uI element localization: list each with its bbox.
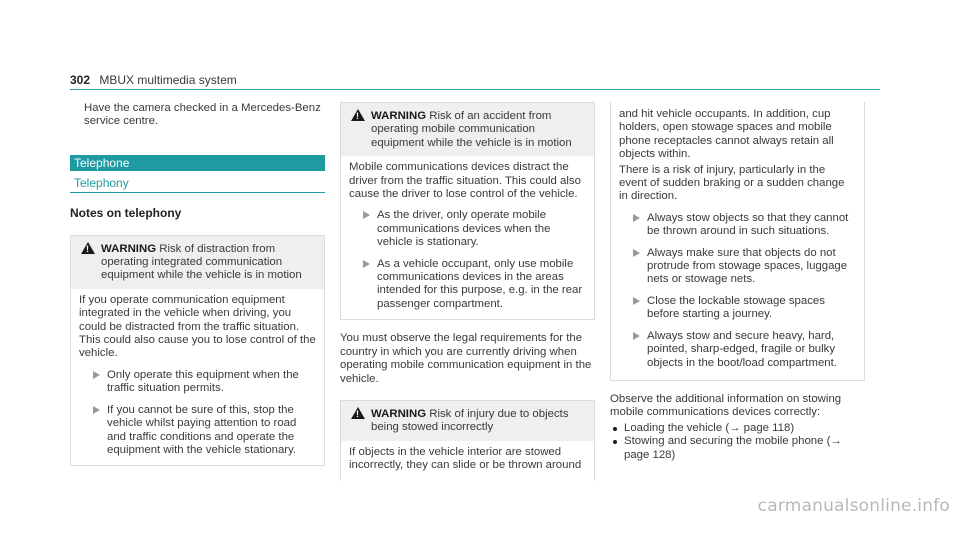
list-item: [349, 258, 586, 312]
warning-title: Risk of distraction from operating integrated communication equipment while the vehicle is in motion: [101, 242, 302, 282]
reference-item-loading[interactable]: [610, 422, 865, 435]
warning-triangle-icon: [81, 242, 95, 254]
watermark: carmanualsonline.info: [757, 496, 950, 516]
header-rule: [70, 89, 880, 90]
warning-header: [71, 236, 324, 289]
warning-box-distraction: [70, 235, 325, 467]
continued-text: and hit vehicle occupants. In addition, cup holders, open stowage spaces and mobile phone receptacles cannot always retain all objects within.: [619, 108, 834, 161]
page-number: 302: [70, 73, 91, 87]
warning-label: WARNING: [101, 242, 157, 255]
legal-requirements-text: You must observe the legal requirements for the country in which you are currently driving when operating mobile communication equipment in the vehicle.: [340, 332, 592, 385]
play-arrow-icon: [633, 297, 640, 305]
warning-box-accident: [340, 102, 595, 320]
subsection-title: Telephony: [74, 175, 129, 190]
warning-box-continued: [610, 102, 865, 381]
list-item: [619, 212, 856, 239]
play-arrow-icon: [93, 406, 100, 414]
warning-body-text: If you operate communication equipment integrated in the vehicle when driving, you could be distracted from the traffic situation. This could also cause you to lose control of the vehicle.: [79, 293, 316, 360]
reference-item-stowing[interactable]: [610, 435, 865, 462]
warning-box-injury: [340, 400, 595, 481]
section-title-bar: [70, 155, 325, 171]
subsection-rule: [70, 192, 325, 193]
warning-body-text: Mobile communications devices distract the driver from the traffic situation. This could also cause the driver to lose control of the vehicle.: [349, 161, 581, 201]
reference-item-text: Loading the vehicle (→ page 118): [624, 421, 795, 434]
play-arrow-icon: [633, 249, 640, 257]
play-arrow-icon: [363, 260, 370, 268]
column-2: [340, 102, 595, 481]
list-item-text: Always make sure that objects do not protrude from stowage spaces, luggage nets or stowage nets.: [647, 246, 848, 286]
warning-header: [341, 401, 594, 441]
list-item-text: As a vehicle occupant, only use mobile communications devices in the areas intended for this purpose, e.g. in the rear passenger compartment.: [377, 257, 583, 310]
warning-body: [71, 289, 324, 465]
column-3: [610, 102, 865, 462]
list-item-text: Always stow and secure heavy, hard, pointed, sharp-edged, fragile or bulky objects in the boot/load compartment.: [647, 329, 837, 369]
warning-body: [341, 441, 594, 481]
section-title: Telephone: [74, 155, 130, 170]
play-arrow-icon: [93, 371, 100, 379]
warning-label: WARNING: [371, 110, 427, 122]
bullet-dot-icon: [613, 440, 617, 444]
list-item: [79, 404, 316, 458]
play-arrow-icon: [633, 332, 640, 340]
play-arrow-icon: [633, 214, 640, 222]
intro-text: Have the camera checked in a Mercedes-Benz service centre.: [84, 102, 321, 128]
list-item-text: As the driver, only operate mobile communications devices when the vehicle is stationary.: [377, 209, 551, 249]
warning-label: WARNING: [371, 407, 427, 420]
list-item: [619, 330, 856, 370]
list-item-text: Close the lockable stowage spaces before starting a journey.: [647, 294, 825, 321]
risk-text: There is a risk of injury, particularly in the event of sudden braking or a sudden change in direction.: [619, 163, 845, 203]
reference-list: [610, 422, 865, 462]
list-item-text: Only operate this equipment when the traffic situation permits.: [107, 368, 299, 395]
warning-title: Risk of an accident from operating mobile communication equipment while the vehicle is in motion: [371, 110, 572, 149]
header-text: [70, 74, 237, 87]
warning-body-text: If objects in the vehicle interior are stowed incorrectly, they can slide or be thrown around: [349, 445, 582, 472]
list-item: [619, 295, 856, 322]
play-arrow-icon: [363, 211, 370, 219]
header-title: MBUX multimedia system: [99, 73, 237, 87]
warning-header: [341, 103, 594, 156]
list-item-text: If you cannot be sure of this, stop the vehicle whilst paying attention to road and traffic conditions and operate the equipment with the vehicle stationary.: [107, 403, 297, 456]
warning-triangle-icon: [351, 109, 365, 121]
observe-text: Observe the additional information on stowing mobile communications devices correctly:: [610, 392, 842, 419]
warning-title: Risk of injury due to objects being stowed incorrectly: [371, 407, 569, 434]
list-item: [619, 247, 856, 287]
warning-triangle-icon: [351, 407, 365, 419]
list-item: [349, 209, 586, 249]
warning-body: [341, 156, 594, 319]
reference-item-text: Stowing and securing the mobile phone (→ page 128): [624, 435, 842, 461]
notes-heading: Notes on telephony: [70, 206, 182, 221]
column-1: [70, 102, 325, 466]
bullet-dot-icon: [613, 427, 617, 431]
list-item-text: Always stow objects so that they cannot be thrown around in such situations.: [647, 211, 849, 238]
list-item: [79, 369, 316, 396]
